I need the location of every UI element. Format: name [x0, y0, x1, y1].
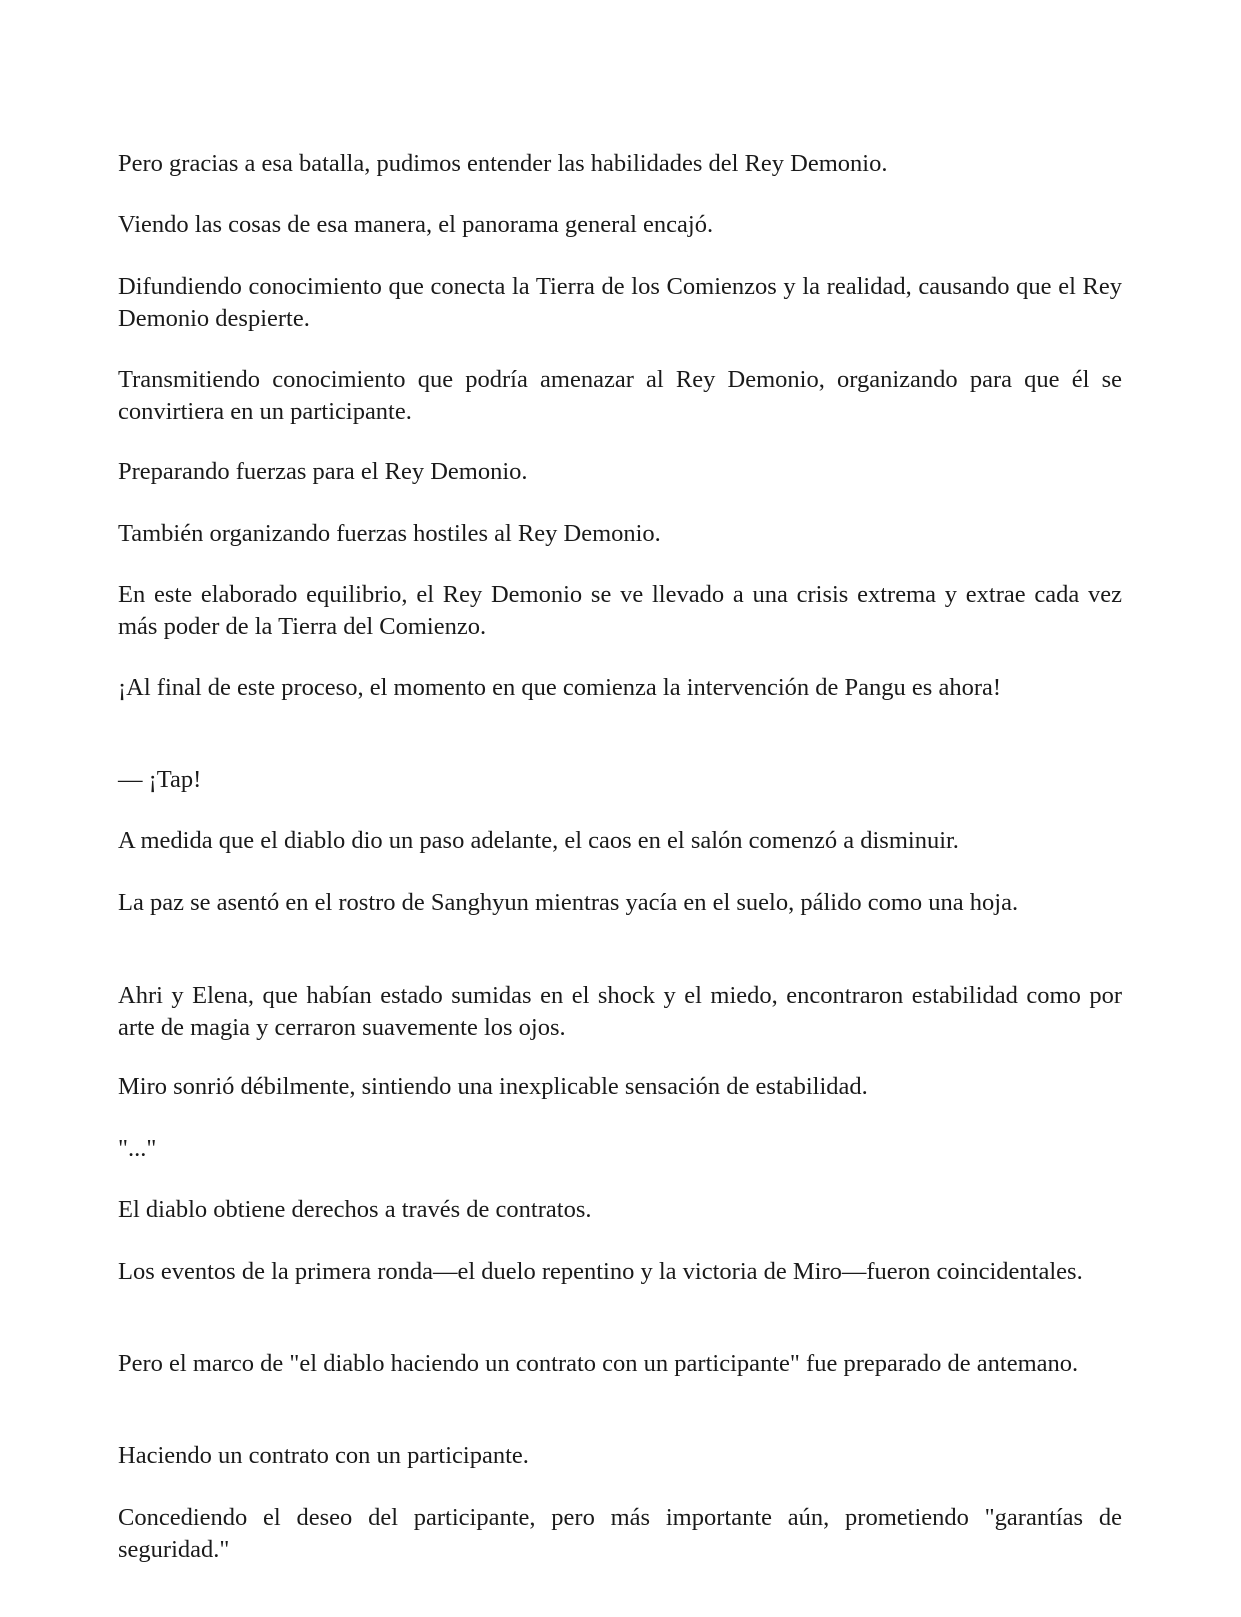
paragraph: Difundiendo conocimiento que conecta la Tierra de los Comienzos y la realidad, causando que el Rey Demonio despierte.	[118, 273, 1122, 332]
paragraph: La paz se asentó en el rostro de Sanghyun mientras yacía en el suelo, pálido como una hoja.	[118, 889, 1019, 916]
paragraph: Miro sonrió débilmente, sintiendo una inexplicable sensación de estabilidad.	[118, 1073, 868, 1100]
paragraph: A medida que el diablo dio un paso adelante, el caos en el salón comenzó a disminuir.	[118, 827, 959, 854]
paragraph: "..."	[118, 1135, 157, 1162]
paragraph: Preparando fuerzas para el Rey Demonio.	[118, 458, 528, 485]
paragraph: También organizando fuerzas hostiles al Rey Demonio.	[118, 520, 661, 547]
paragraph: ¡Al final de este proceso, el momento en que comienza la intervención de Pangu es ahora!	[118, 674, 1002, 701]
paragraph: El diablo obtiene derechos a través de contratos.	[118, 1196, 592, 1223]
paragraph: Transmitiendo conocimiento que podría amenazar al Rey Demonio, organizando para que él se convirtiera en un participante.	[118, 366, 1122, 425]
paragraph: Pero el marco de "el diablo haciendo un contrato con un participante" fue preparado de antemano.	[118, 1350, 1079, 1377]
paragraph: En este elaborado equilibrio, el Rey Demonio se ve llevado a una crisis extrema y extrae cada vez más poder de la Tierra del Comienzo.	[118, 581, 1122, 640]
paragraph: Ahri y Elena, que habían estado sumidas en el shock y el miedo, encontraron estabilidad como por arte de magia y cerraron suavemente los ojos.	[118, 982, 1122, 1041]
paragraph: — ¡Tap!	[118, 766, 202, 793]
paragraph: Haciendo un contrato con un participante.	[118, 1442, 529, 1469]
paragraph: Pero gracias a esa batalla, pudimos entender las habilidades del Rey Demonio.	[118, 150, 888, 177]
paragraph: Viendo las cosas de esa manera, el panorama general encajó.	[118, 211, 714, 238]
paragraph: Concediendo el deseo del participante, pero más importante aún, prometiendo "garantías de seguridad."	[118, 1504, 1122, 1563]
paragraph: Los eventos de la primera ronda—el duelo repentino y la victoria de Miro—fueron coincidentales.	[118, 1258, 1083, 1285]
